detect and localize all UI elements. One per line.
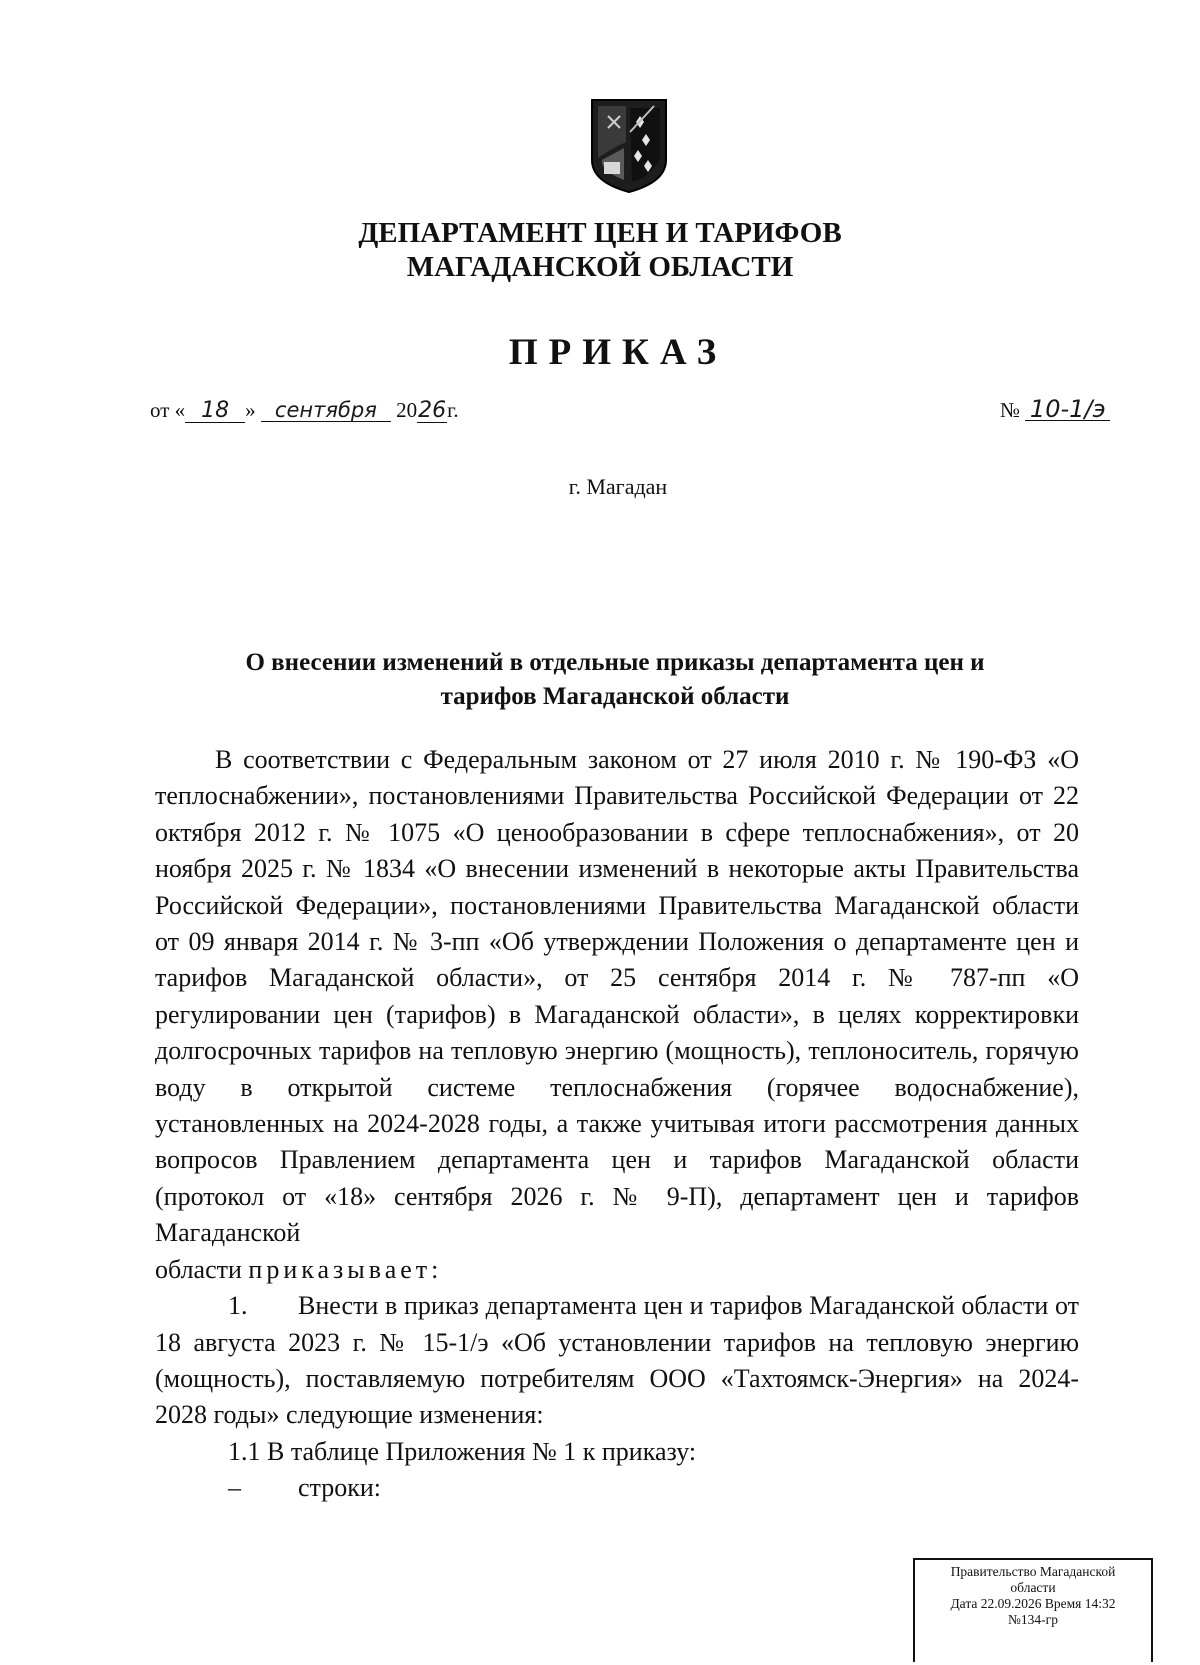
order-title-line2: тарифов Магаданской области bbox=[440, 683, 790, 710]
registration-stamp bbox=[913, 1558, 1153, 1662]
city-name: г. Магадан bbox=[568, 474, 668, 499]
number-sign: № bbox=[1000, 398, 1021, 422]
department-name-line2: МАГАДАНСКОЙ ОБЛАСТИ bbox=[406, 251, 794, 283]
preamble-paragraph bbox=[155, 742, 1079, 1252]
stamp-line4: №134-гр bbox=[1008, 1612, 1058, 1627]
item-1-paragraph bbox=[155, 1288, 1079, 1434]
order-body bbox=[155, 742, 1079, 1507]
stamp-line2: области bbox=[1010, 1580, 1056, 1595]
preamble-text: В соответствии с Федеральным законом от 27 июля 2010 г. № 190-ФЗ «О теплоснабжении», постановлениями Правительства Российской Федерации от 22 октября 2012 г. № 1075 «О ценообразовании в сфере теплоснабжения», от 20 ноября 2025 г. № 1834 «О внесении изменений в некоторые акты Правительства Российской Федерации», постановлениями Правительства Магаданской области от 09 января 2014 г. № 3-пп «Об утверждении Положения о департаменте цен и тарифов Магаданской области», от 25 сентября 2014 г. № 787-пп «О регулировании цен (тарифов) в Магаданской области», в целях корректировки долгосрочных тарифов на тепловую энергию (мощность), теплоноситель, горячую воду в открытой системе теплоснабжения (горячее водоснабжение), установленных на 2024-2028 годы, а также учитывая итоги рассмотрения данных вопросов Правлением департамента цен и тарифов Магаданской области (протокол от «18» сентября 2026 г. № 9-П), департамент цен и тарифов Магаданской bbox=[155, 745, 1079, 1248]
coat-of-arms-emblem bbox=[590, 98, 668, 194]
order-number-handwritten: 10-1/э bbox=[1025, 398, 1110, 421]
stamp-line1: Правительство Магаданской bbox=[950, 1564, 1116, 1579]
order-title-line1: О внесении изменений в отдельные приказы департамента цен и bbox=[245, 649, 985, 676]
date-day-handwritten: 18 bbox=[185, 400, 245, 423]
order-date bbox=[150, 398, 459, 423]
date-suffix: г. bbox=[447, 398, 459, 422]
date-month-handwritten: сентября bbox=[261, 399, 391, 422]
item-1-number: 1. bbox=[228, 1291, 248, 1321]
preamble-ending bbox=[155, 1252, 1079, 1288]
prikazyvaet-word: приказывает: bbox=[248, 1254, 443, 1284]
dash-mark: – bbox=[228, 1473, 241, 1503]
dash-item bbox=[155, 1470, 1079, 1506]
date-prefix: от « bbox=[150, 398, 186, 422]
date-year-prefix: 20 bbox=[396, 398, 418, 422]
preamble-end-word: области bbox=[155, 1254, 242, 1284]
department-name-line1: ДЕПАРТАМЕНТ ЦЕН И ТАРИФОВ bbox=[358, 217, 842, 249]
item-1-1-paragraph: 1.1 В таблице Приложения № 1 к приказу: bbox=[228, 1436, 697, 1466]
document-type-heading: ПРИКАЗ bbox=[508, 332, 728, 373]
date-mid: » bbox=[245, 398, 256, 422]
order-number bbox=[1000, 395, 1110, 423]
dash-item-text: строки: bbox=[298, 1473, 381, 1503]
date-year-handwritten: 26 bbox=[418, 398, 447, 423]
item-1-text: Внести в приказ департамента цен и тарифов Магаданской области от 18 августа 2023 г. № 15-1/э «Об установлении тарифов на тепловую энергию (мощность), поставляемую потребителям ООО «Тахтоямск-Энергия» на 2024-2028 годы» следующие изменения: bbox=[155, 1291, 1079, 1430]
order-title bbox=[150, 646, 1080, 714]
stamp-line3: Дата 22.09.2026 Время 14:32 bbox=[950, 1596, 1116, 1611]
